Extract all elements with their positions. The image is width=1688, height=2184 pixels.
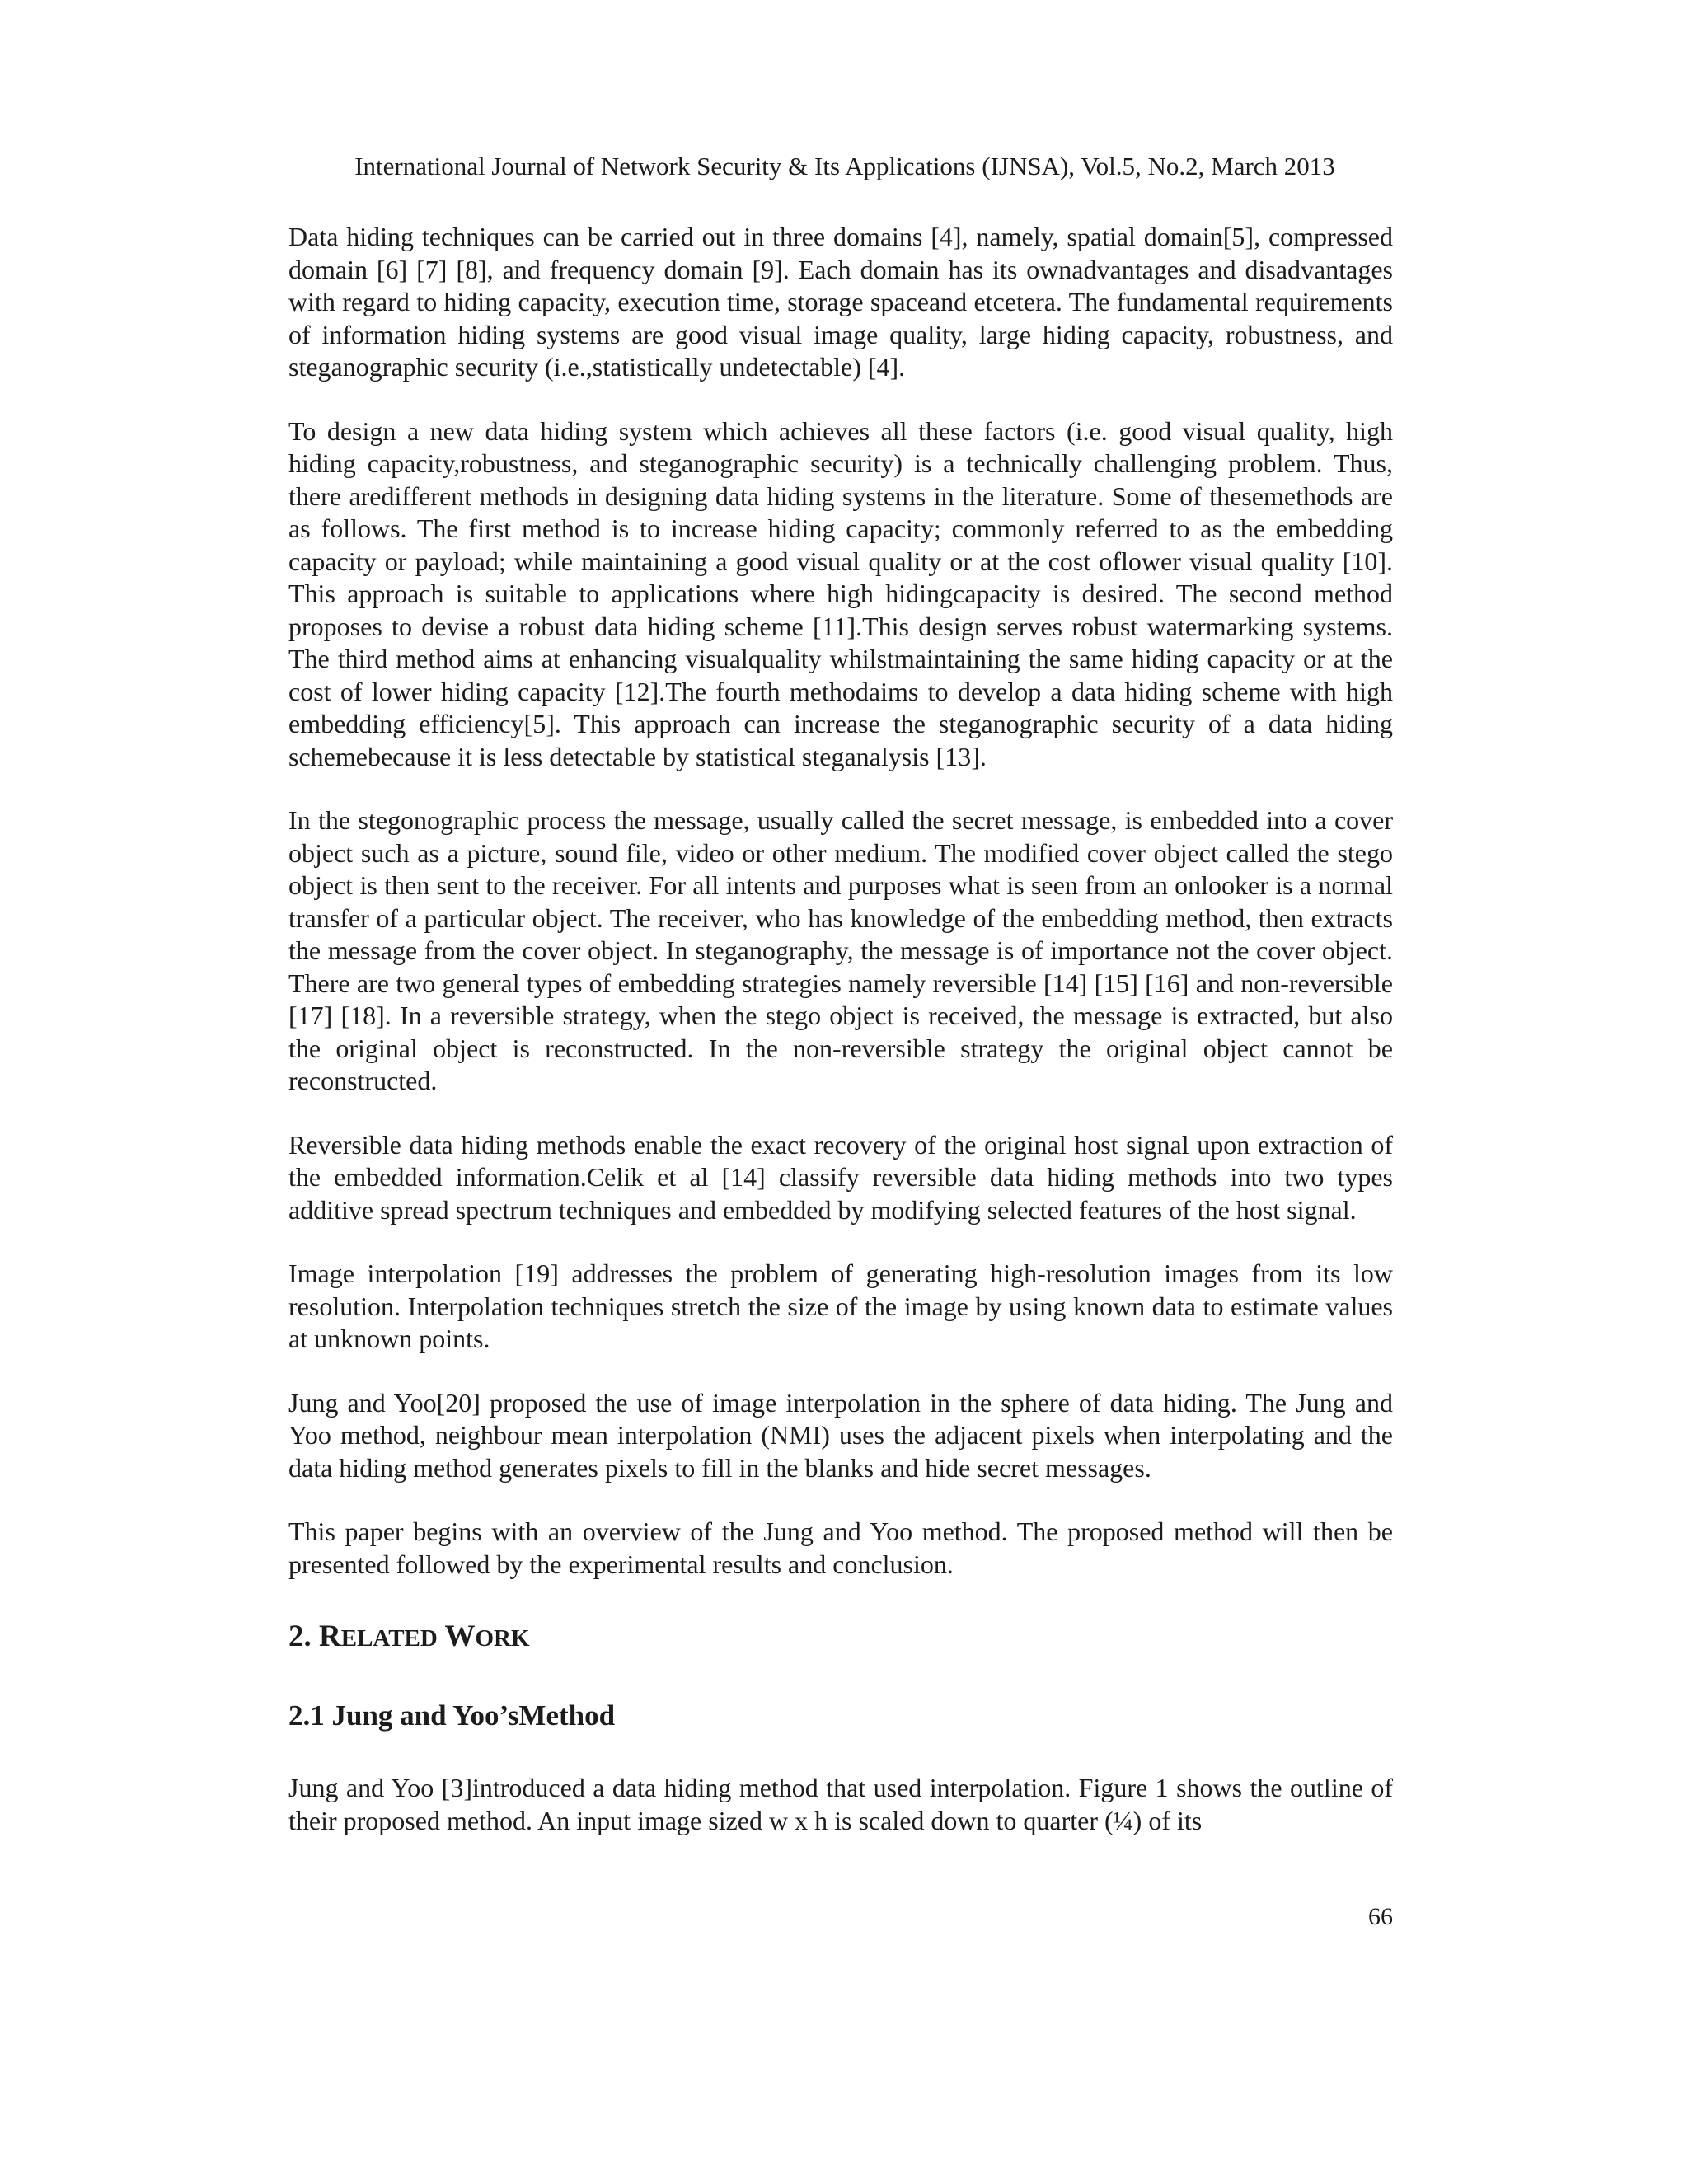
paragraph-methods: To design a new data hiding system which achieves all these factors (i.e. good visual quality, high hiding capacity,robustness, and steganographic security) is a technically challenging problem. Thus, there aredifferent methods in designing data hiding systems in the literature. Some of thesemethods are as follows. The first method is to increase hiding capacity; commonly referred to as the embedding capacity or payload; while maintaining a good visual quality or at the cost oflower visual quality [10]. This approach is suitable to applications where high hidingcapacity is desired. The second method proposes to devise a robust data hiding scheme [11].This design serves robust watermarking systems. The third method aims at enhancing visualquality whilstmaintaining the same hiding capacity or at the cost of lower hiding capacity [12].The fourth methodaims to develop a data hiding scheme with high embedding efficiency[5]. This approach can increase the steganographic security of a data hiding schemebecause it is less detectable by statistical steganalysis [13]. [288,415,1393,771]
running-header: International Journal of Network Security & Its Applications (IJNSA), Vol.5, No.2, March 2013 [354,152,1335,180]
body-text [288,221,1393,1837]
paragraph-paper-outline: This paper begins with an overview of the Jung and Yoo method. The proposed method will then be presented followed by the experimental results and conclusion. [288,1516,1393,1579]
page-number: 66 [1368,1903,1393,1930]
paragraph-steganographic-process: In the stegonographic process the message, usually called the secret message, is embedded into a cover object such as a picture, sound file, video or other medium. The modified cover object called the stego object is then sent to the receiver. For all intents and purposes what is seen from an onlooker is a normal transfer of a particular object. The receiver, who has knowledge of the embedding method, then extracts the message from the cover object. In steganography, the message is of importance not the cover object. There are two general types of embedding strategies namely reversible [14] [15] [16] and non-reversible [17] [18]. In a reversible strategy, when the stego object is received, the message is extracted, but also the original object is reconstructed. In the non-reversible strategy the original object cannot be reconstructed. [288,805,1393,1095]
paragraph-jung-yoo-method: Jung and Yoo [3]introduced a data hiding method that used interpolation. Figure 1 shows the outline of their proposed method. An input image sized w x h is scaled down to quarter (¼) of its [288,1773,1393,1835]
section-heading-related-work: 2. RELATED WORK [288,1619,530,1653]
paragraph-image-interpolation: Image interpolation [19] addresses the problem of generating high-resolution images from its low resolution. Interpolation techniques stretch the size of the image by using known data to estimate values at unknown points. [288,1258,1393,1353]
paragraph-jung-yoo-proposal: Jung and Yoo[20] proposed the use of image interpolation in the sphere of data hiding. The Jung and Yoo method, neighbour mean interpolation (NMI) uses the adjacent pixels when interpolating and the data hiding method generates pixels to fill in the blanks and hide secret messages. [288,1387,1393,1483]
paragraph-domains: Data hiding techniques can be carried out in three domains [4], namely, spatial domain[5], compressed domain [6] [7] [8], and frequency domain [9]. Each domain has its ownadvantages and disadvantages with regard to hiding capacity, execution time, storage spaceand etcetera. The fundamental requirements of information hiding systems are good visual image quality, large hiding capacity, robustness, and steganographic security (i.e.,statistically undetectable) [4]. [288,222,1393,382]
paragraph-reversible-methods: Reversible data hiding methods enable the exact recovery of the original host signal upon extraction of the embedded information.Celik et al [14] classify reversible data hiding methods into two types additive spread spectrum techniques and embedded by modifying selected features of the host signal. [288,1129,1393,1225]
subsection-heading-jung-yoo-method: 2.1 Jung and Yoo’sMethod [288,1699,616,1732]
